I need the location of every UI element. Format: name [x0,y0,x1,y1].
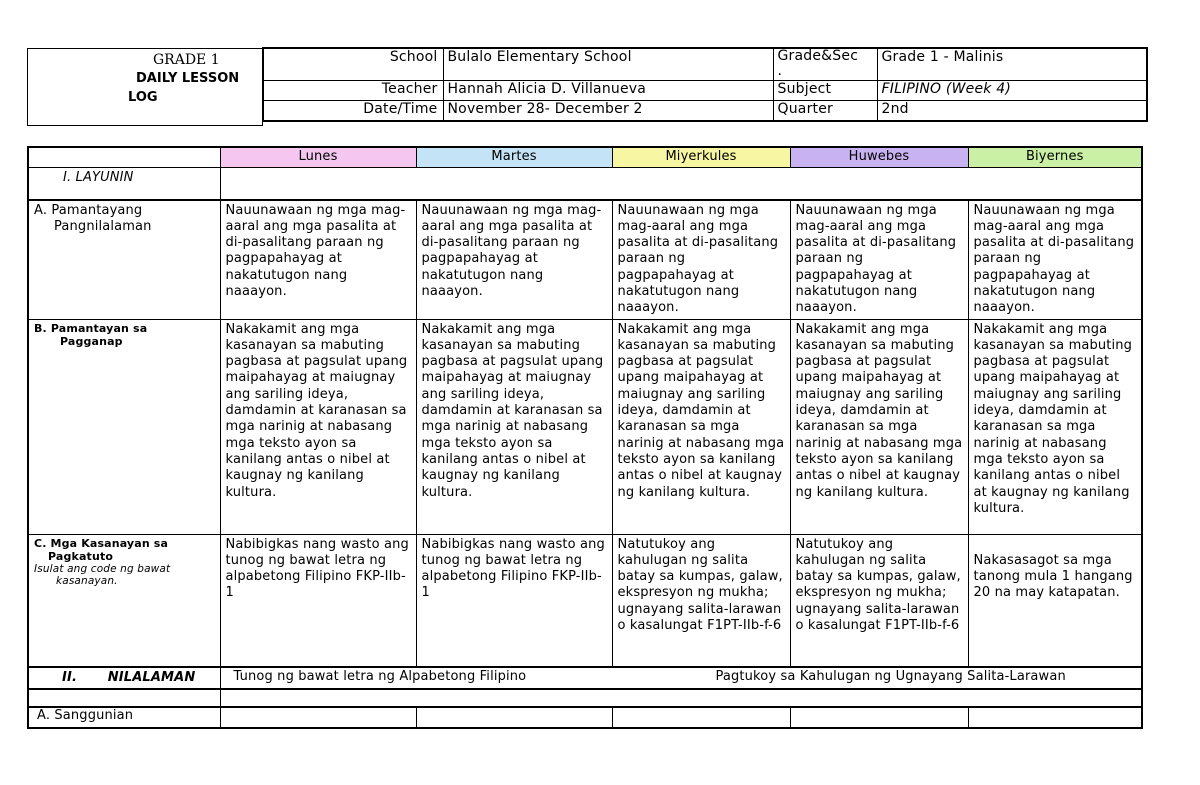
layunin-label: I. LAYUNIN [28,168,220,200]
quarter-label: Quarter [773,101,877,122]
teacher-label: Teacher [263,81,443,101]
layunin-content [220,168,1142,200]
blank-label [28,689,220,707]
quarter-value: 2nd [877,101,1147,122]
row-b-biyernes: Nakakamit ang mga kasanayan sa mabuting pagbasa at pagsulat upang maipahayag at maiugnay ang sariling ideya, damdamin at karanasan sa mga narinig at nabasang mga teksto ayon sa kanilang antas o nibel at kaugnay ng kanilang kultura. [968,319,1142,534]
row-c-label-line1: C. Mga Kasanayan sa [34,536,169,550]
school-value: Bulalo Elementary School [443,48,773,81]
row-b-lunes: Nakakamit ang mga kasanayan sa mabuting pagbasa at pagsulat upang maipahayag at maiugnay ang sariling ideya, damdamin at karanasan sa mga narinig at nabasang mga teksto ayon sa kanilang antas o nibel at kaugnay ng kanilang kultura. [220,319,416,534]
sanggunian-lunes [220,707,416,727]
nilalaman-left: Tunog ng bawat letra ng Alpabetong Filipino [233,669,527,685]
title-box [27,48,263,126]
row-a-label-line1: A. Pamantayang [34,202,143,218]
row-a-label-line2: Pangnilalaman [54,218,152,234]
blank-content [220,689,1142,707]
row-c-label [28,534,220,667]
row-b [28,319,1142,534]
date-value: November 28- December 2 [443,101,773,122]
day-lunes: Lunes [220,147,416,168]
layunin-row [28,168,1142,200]
row-c-lunes: Nabibigkas nang wasto ang tunog ng bawat letra ng alpabetong Filipino FKP-IIb-1 [220,534,416,667]
row-a-martes: Nauunawaan ng mga mag-aaral ang mga pasalita at di-pasalitang paraan ng pagpapahayag at nakatutugon nang naaayon. [416,200,612,320]
row-c-biyernes: Nakasasagot sa mga tanong mula 1 hangang 20 na may katapatan. [968,534,1142,667]
corner-cell [28,147,220,168]
nilalaman-content [220,667,1142,689]
row-b-label-line2: Pagganap [60,334,123,348]
teacher-value: Hannah Alicia D. Villanueva [443,81,773,101]
row-b-huwebes: Nakakamit ang mga kasanayan sa mabuting pagbasa at pagsulat upang maipahayag at maiugnay ang sariling ideya, damdamin at karanasan sa mga narinig at nabasang mga teksto ayon sa kanilang antas o nibel at kaugnay ng kanilang kultura. [790,319,968,534]
row-a-huwebes: Nauunawaan ng mga mag-aaral ang mga pasalita at di-pasalitang paraan ng pagpapahayag at nakatutugon nang naaayon. [790,200,968,320]
nilalaman-label: NILALAMAN [107,670,196,686]
day-huwebes: Huwebes [790,147,968,168]
row-c-label-line2: Pagkatuto [48,549,114,563]
dll-title-line1: DAILY LESSON [136,71,240,86]
gradesec-label: Grade&Sec . [773,48,877,81]
sanggunian-label: A. Sanggunian [28,707,220,727]
blank-row [28,689,1142,707]
subject-value: FILIPINO (Week 4) [877,81,1147,101]
row-b-miyerkules: Nakakamit ang mga kasanayan sa mabuting pagbasa at pagsulat upang maipahayag at maiugnay ang sariling ideya, damdamin at karanasan sa mga narinig at nabasang mga teksto ayon sa kanilang antas o nibel at kaugnay ng kanilang kultura. [612,319,790,534]
sanggunian-row [28,707,1142,727]
gradesec-value: Grade 1 - Malinis [877,48,1147,81]
sanggunian-miyerkules [612,707,790,727]
row-c-martes: Nabibigkas nang wasto ang tunog ng bawat letra ng alpabetong Filipino FKP-IIb-1 [416,534,612,667]
day-biyernes: Biyernes [968,147,1142,168]
sanggunian-huwebes [790,707,968,727]
dll-title-line2: LOG [128,90,158,105]
lesson-log-table [27,146,1143,729]
row-a-miyerkules: Nauunawaan ng mga mag-aaral ang mga pasalita at di-pasalitang paraan ng pagpapahayag at nakatutugon nang naaayon. [612,200,790,320]
row-c-label-line3: Isulat ang code ng bawat [34,562,171,575]
row-c-miyerkules: Natutukoy ang kahulugan ng salita batay sa kumpas, galaw, ekspresyon ng mukha; ugnayang salita-larawan o kasalungat F1PT-IIb-f-6 [612,534,790,667]
grade-title: GRADE 1 [153,52,220,68]
school-label: School [263,48,443,81]
nilalaman-right: Pagtukoy sa Kahulugan ng Ugnayang Salita-Larawan [715,669,1066,685]
row-a-label [28,200,220,320]
row-a-lunes: Nauunawaan ng mga mag-aaral ang mga pasalita at di-pasalitang paraan ng pagpapahayag at nakatutugon nang naaayon. [220,200,416,320]
row-c-label-line4: kasanayan. [56,574,118,587]
row-a [28,200,1142,320]
day-martes: Martes [416,147,612,168]
sanggunian-martes [416,707,612,727]
nilalaman-row [28,667,1142,689]
sanggunian-biyernes [968,707,1142,727]
row-c-huwebes: Natutukoy ang kahulugan ng salita batay sa kumpas, galaw, ekspresyon ng mukha; ugnayang salita-larawan o kasalungat F1PT-IIb-f-6 [790,534,968,667]
row-b-label-line1: B. Pamantayan sa [34,321,148,335]
row-a-biyernes: Nauunawaan ng mga mag-aaral ang mga pasalita at di-pasalitang paraan ng pagpapahayag at nakatutugon nang naaayon. [968,200,1142,320]
day-miyerkules: Miyerkules [612,147,790,168]
date-label: Date/Time [263,101,443,122]
subject-label: Subject [773,81,877,101]
row-b-martes: Nakakamit ang mga kasanayan sa mabuting pagbasa at pagsulat upang maipahayag at maiugnay ang sariling ideya, damdamin at karanasan sa mga narinig at nabasang mga teksto ayon sa kanilang antas o nibel at kaugnay ng kanilang kultura. [416,319,612,534]
row-b-label [28,319,220,534]
nilalaman-num: II. [62,670,78,686]
header-info-table [262,47,1148,122]
nilalaman-label-cell [28,667,220,689]
days-row [28,147,1142,168]
row-c [28,534,1142,667]
